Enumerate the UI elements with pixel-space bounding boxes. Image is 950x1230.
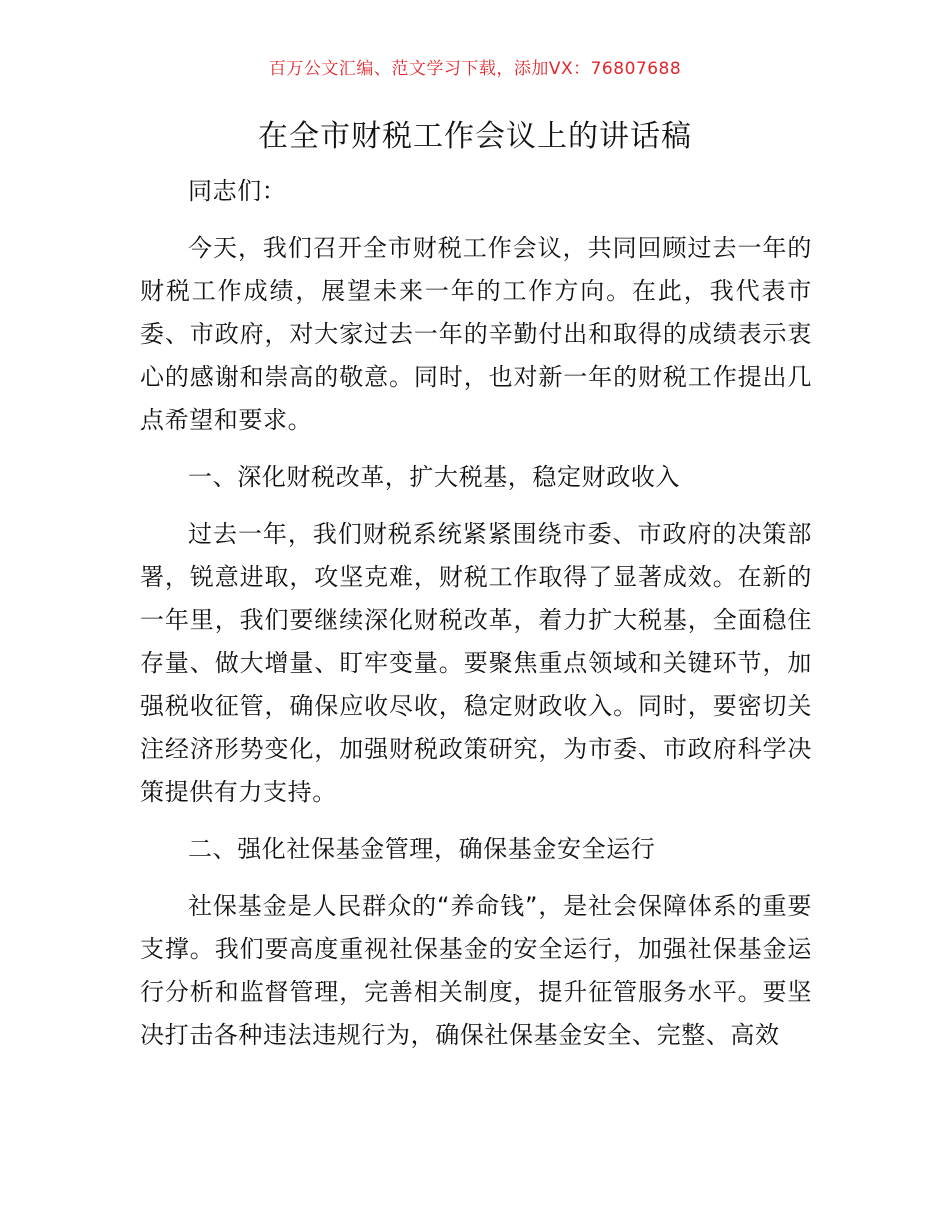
promo-banner: 百万公文汇编、范文学习下载，添加VX：76807688	[268, 59, 682, 79]
intro-paragraph: 今天，我们召开全市财税工作会议，共同回顾过去一年的财税工作成绩，展望未来一年的工作方向。在此，我代表市委、市政府，对大家过去一年的辛勤付出和取得的成绩表示衷心的感谢和崇高的敬意。同时，也对新一年的财税工作提出几点希望和要求。	[140, 234, 812, 434]
page-title: 在全市财税工作会议上的讲话稿	[258, 119, 692, 154]
section-heading-1: 一、深化财税改革，扩大税基，稳定财政收入	[188, 463, 680, 491]
section-2-paragraph: 社保基金是人民群众的“养命钱”，是社会保障体系的重要支撑。我们要高度重视社保基金的安全运行，加强社保基金运行分析和监督管理，完善相关制度，提升征管服务水平。要坚决打击各种违法违规行为，确保社保基金安全、完整、高效	[140, 892, 812, 1049]
section-heading-2: 二、强化社保基金管理，确保基金安全运行	[188, 835, 656, 863]
greeting: 同志们：	[188, 177, 287, 205]
speech-body	[140, 170, 812, 1071]
section-1-paragraph: 过去一年，我们财税系统紧紧围绕市委、市政府的决策部署，锐意进取，攻坚克难，财税工作取得了显著成效。在新的一年里，我们要继续深化财税改革，着力扩大税基，全面稳住存量、做大增量、盯牢变量。要聚焦重点领域和关键环节，加强税收征管，确保应收尽收，稳定财政收入。同时，要密切关注经济形势变化，加强财税政策研究，为市委、市政府科学决策提供有力支持。	[140, 520, 812, 806]
